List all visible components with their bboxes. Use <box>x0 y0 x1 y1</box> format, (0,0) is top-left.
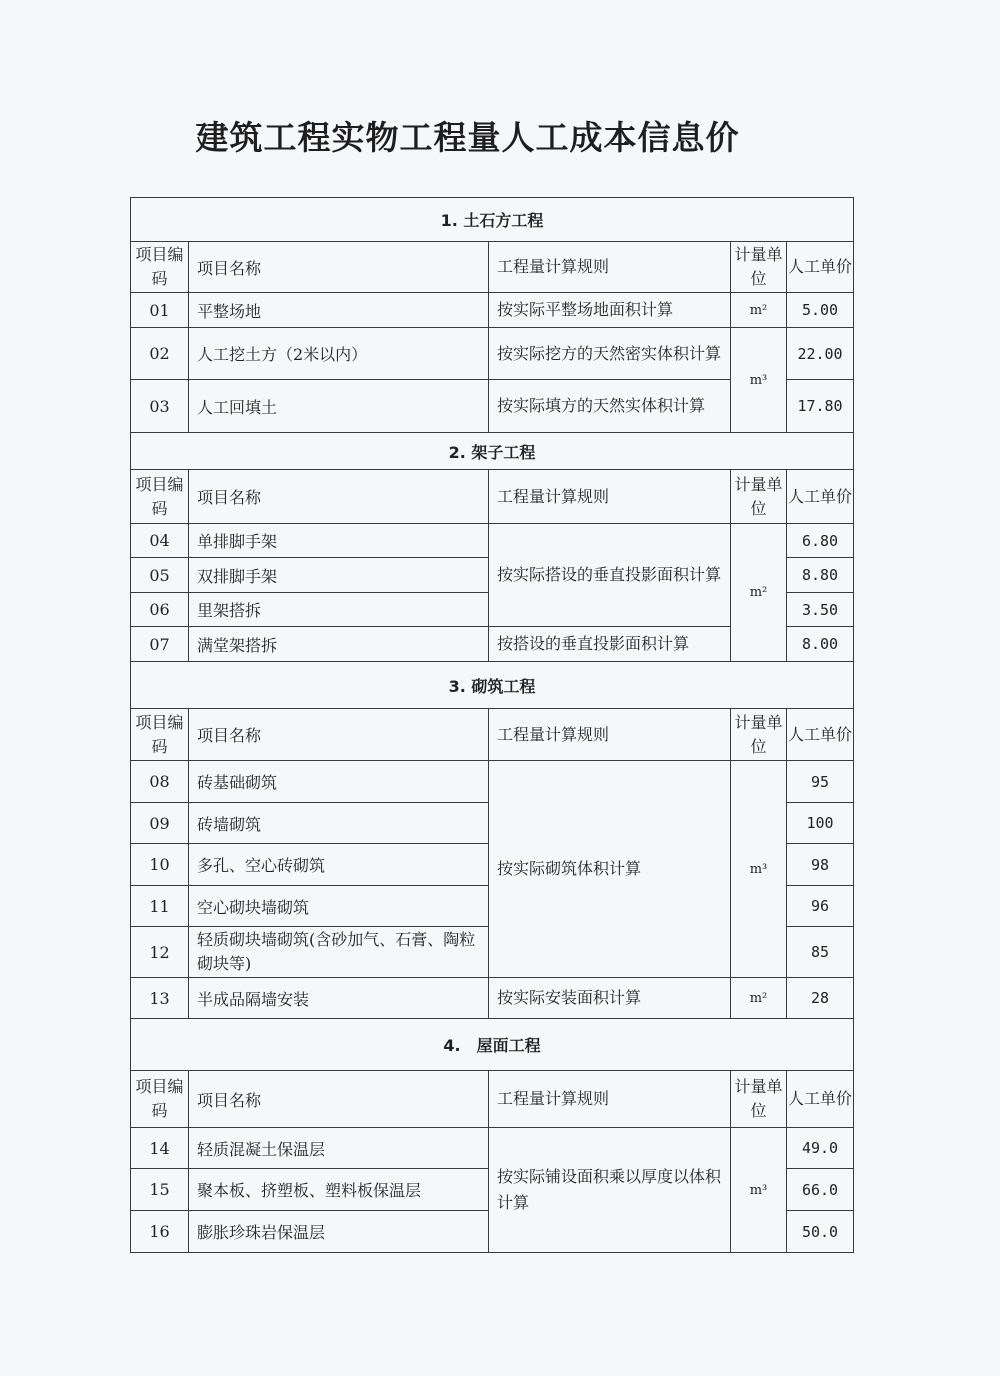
item-name: 空心砌块墙砌筑 <box>189 886 489 927</box>
column-header-row <box>131 1071 854 1128</box>
col-unit-header: 计量单位 <box>731 1071 787 1128</box>
item-rule: 按实际填方的天然实体积计算 <box>489 380 731 433</box>
item-code: 13 <box>131 978 189 1019</box>
item-code: 09 <box>131 803 189 844</box>
item-price: 22.00 <box>787 328 854 380</box>
item-code: 01 <box>131 293 189 328</box>
item-name: 轻质砌块墙砌筑(含砂加气、石膏、陶粒砌块等) <box>189 927 489 978</box>
item-code: 03 <box>131 380 189 433</box>
col-rule-header: 工程量计算规则 <box>489 1071 731 1128</box>
item-rule: 按实际平整场地面积计算 <box>489 293 731 328</box>
item-price: 8.80 <box>787 558 854 593</box>
col-code-header: 项目编码 <box>131 242 189 293</box>
page-title: 建筑工程实物工程量人工成本信息价 <box>195 118 740 157</box>
item-code: 12 <box>131 927 189 978</box>
item-unit: m³ <box>731 328 787 433</box>
col-unit-header: 计量单位 <box>731 709 787 761</box>
item-name: 轻质混凝土保温层 <box>189 1128 489 1169</box>
item-price: 98 <box>787 844 854 886</box>
item-code: 02 <box>131 328 189 380</box>
item-unit: m² <box>731 524 787 662</box>
item-price: 50.0 <box>787 1211 854 1253</box>
section-header <box>131 198 854 242</box>
section-title: 3. 砌筑工程 <box>131 662 854 709</box>
item-price: 5.00 <box>787 293 854 328</box>
item-price: 8.00 <box>787 627 854 662</box>
item-name: 满堂架搭拆 <box>189 627 489 662</box>
col-rule-header: 工程量计算规则 <box>489 470 731 524</box>
table-row <box>131 328 854 380</box>
item-rule: 按搭设的垂直投影面积计算 <box>489 627 731 662</box>
item-price: 17.80 <box>787 380 854 433</box>
col-rule-header: 工程量计算规则 <box>489 242 731 293</box>
table-row <box>131 1128 854 1169</box>
item-name: 平整场地 <box>189 293 489 328</box>
col-price-header: 人工单价 <box>787 709 854 761</box>
item-price: 49.0 <box>787 1128 854 1169</box>
col-price-header: 人工单价 <box>787 470 854 524</box>
item-price: 95 <box>787 761 854 803</box>
col-price-header: 人工单价 <box>787 1071 854 1128</box>
table-row <box>131 293 854 328</box>
item-name: 聚本板、挤塑板、塑料板保温层 <box>189 1169 489 1211</box>
item-name: 砖基础砌筑 <box>189 761 489 803</box>
item-price: 100 <box>787 803 854 844</box>
item-code: 15 <box>131 1169 189 1211</box>
section-header <box>131 1019 854 1071</box>
item-rule: 按实际砌筑体积计算 <box>489 761 731 978</box>
col-name-header: 项目名称 <box>189 1071 489 1128</box>
item-price: 28 <box>787 978 854 1019</box>
col-name-header: 项目名称 <box>189 242 489 293</box>
item-price: 66.0 <box>787 1169 854 1211</box>
table-row <box>131 761 854 803</box>
item-name: 人工回填土 <box>189 380 489 433</box>
item-unit: m² <box>731 293 787 328</box>
col-price-header: 人工单价 <box>787 242 854 293</box>
section-title: 4. 屋面工程 <box>131 1019 854 1071</box>
col-unit-header: 计量单位 <box>731 470 787 524</box>
table-row <box>131 524 854 558</box>
item-code: 14 <box>131 1128 189 1169</box>
item-name: 双排脚手架 <box>189 558 489 593</box>
item-name: 膨胀珍珠岩保温层 <box>189 1211 489 1253</box>
col-unit-header: 计量单位 <box>731 242 787 293</box>
column-header-row <box>131 470 854 524</box>
col-name-header: 项目名称 <box>189 470 489 524</box>
section-title: 1. 土石方工程 <box>131 198 854 242</box>
item-code: 04 <box>131 524 189 558</box>
col-code-header: 项目编码 <box>131 1071 189 1128</box>
item-code: 07 <box>131 627 189 662</box>
item-rule: 按实际铺设面积乘以厚度以体积计算 <box>489 1128 731 1253</box>
item-code: 08 <box>131 761 189 803</box>
item-unit: m² <box>731 978 787 1019</box>
item-unit: m³ <box>731 761 787 978</box>
item-name: 多孔、空心砖砌筑 <box>189 844 489 886</box>
item-price: 3.50 <box>787 593 854 627</box>
item-name: 里架搭拆 <box>189 593 489 627</box>
item-price: 6.80 <box>787 524 854 558</box>
col-code-header: 项目编码 <box>131 470 189 524</box>
table-row <box>131 978 854 1019</box>
item-price: 85 <box>787 927 854 978</box>
item-name: 人工挖土方（2米以内） <box>189 328 489 380</box>
item-unit: m³ <box>731 1128 787 1253</box>
item-price: 96 <box>787 886 854 927</box>
item-rule: 按实际安装面积计算 <box>489 978 731 1019</box>
labor-cost-table <box>130 197 854 1253</box>
item-code: 05 <box>131 558 189 593</box>
column-header-row <box>131 709 854 761</box>
col-code-header: 项目编码 <box>131 709 189 761</box>
item-name: 单排脚手架 <box>189 524 489 558</box>
item-code: 11 <box>131 886 189 927</box>
section-title: 2. 架子工程 <box>131 433 854 470</box>
item-rule: 按实际搭设的垂直投影面积计算 <box>489 524 731 627</box>
item-code: 16 <box>131 1211 189 1253</box>
item-code: 06 <box>131 593 189 627</box>
section-header <box>131 433 854 470</box>
col-name-header: 项目名称 <box>189 709 489 761</box>
col-rule-header: 工程量计算规则 <box>489 709 731 761</box>
item-name: 砖墙砌筑 <box>189 803 489 844</box>
item-name: 半成品隔墙安装 <box>189 978 489 1019</box>
column-header-row <box>131 242 854 293</box>
section-header <box>131 662 854 709</box>
item-code: 10 <box>131 844 189 886</box>
item-rule: 按实际挖方的天然密实体积计算 <box>489 328 731 380</box>
